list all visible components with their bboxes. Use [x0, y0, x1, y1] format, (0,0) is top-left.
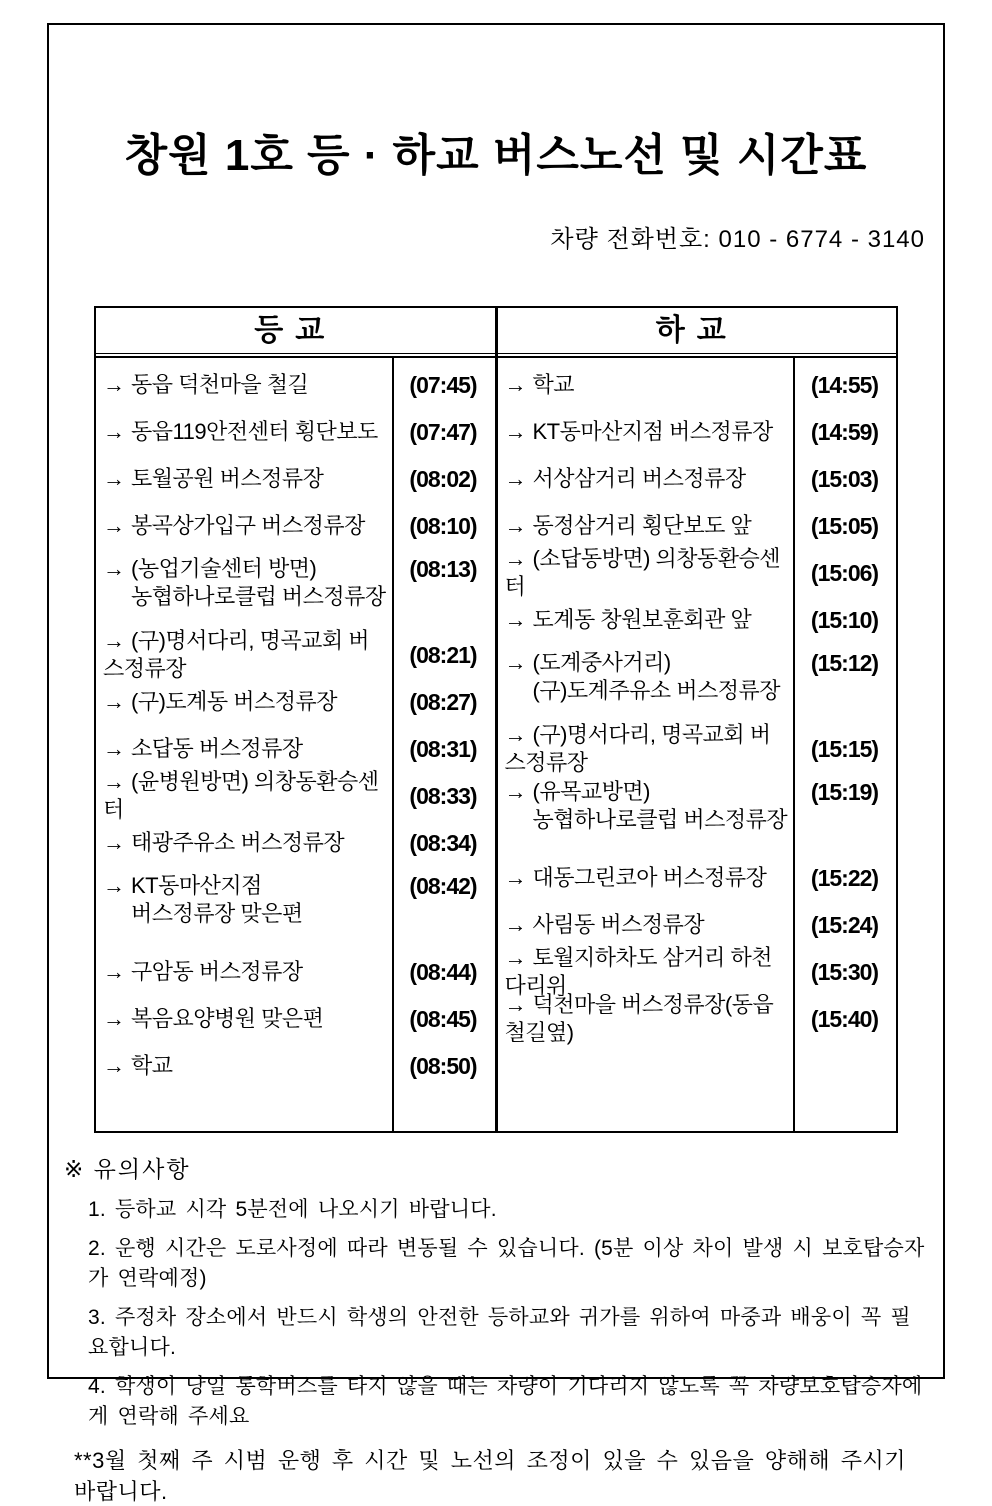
stop-name: → 봉곡상가입구 버스정류장: [103, 512, 365, 538]
arrow-icon: →: [504, 911, 526, 937]
notes-section: [49, 1151, 943, 1506]
stop-name: → 구암동 버스정류장: [103, 958, 303, 984]
from-school-body: [498, 358, 897, 1131]
stop-time: (08:50): [409, 1052, 477, 1079]
stop-time: (15:10): [810, 606, 879, 633]
stop-time: (15:12): [810, 650, 879, 676]
arrow-icon: →: [504, 779, 526, 804]
stop-time: (14:55): [810, 371, 879, 398]
stop-name-line2: 농협하나로클럽 버스정류장: [532, 807, 788, 832]
table-row: [498, 596, 897, 643]
table-row: [498, 408, 897, 455]
stop-time: (08:27): [409, 688, 477, 715]
stop-time: (15:05): [810, 512, 879, 539]
table-row: [96, 502, 495, 549]
stop-name-line2: 농협하나로클럽 버스정류장: [131, 584, 386, 609]
arrow-icon: →: [504, 512, 526, 538]
stop-time: (14:59): [810, 418, 879, 445]
table-row: [498, 991, 897, 1045]
note-item: 1. 등하교 시각 5분전에 나오시기 바랍니다.: [88, 1198, 497, 1221]
stop-name: → 학교: [504, 371, 575, 397]
arrow-icon: →: [103, 465, 125, 491]
stop-time: (08:02): [409, 465, 477, 492]
stop-time: (15:03): [810, 465, 879, 492]
arrow-icon: →: [504, 721, 526, 747]
stop-name: → 사림동 버스정류장: [504, 911, 705, 937]
stop-time: (15:06): [810, 559, 879, 586]
table-row: [96, 627, 495, 681]
stop-name: → (도계중사거리) (구)도계주유소 버스정류장: [498, 649, 794, 705]
stop-name: → 덕천마을 버스정류장(동읍철길옆): [504, 991, 774, 1045]
stop-name: → (윤병원방면) 의창동환승센터: [103, 768, 379, 822]
table-row: [498, 361, 897, 408]
stop-time: (07:45): [409, 371, 477, 398]
bus-timetable: [94, 306, 898, 1133]
table-row: [96, 408, 495, 455]
stop-time: (08:33): [409, 782, 477, 809]
table-row: [498, 545, 897, 599]
arrow-icon: →: [103, 958, 125, 984]
vehicle-phone-number: 차량 전화번호: 010 - 6774 - 3140: [550, 226, 925, 253]
stop-time: (15:24): [810, 911, 879, 938]
stop-time: (15:15): [810, 735, 879, 762]
to-school-table: [96, 308, 498, 1131]
arrow-icon: →: [103, 512, 125, 538]
arrow-icon: →: [103, 873, 125, 898]
stop-name: → 태광주유소 버스정류장: [103, 829, 345, 855]
stop-name: → (구)명서다리, 명곡교회 버스정류장: [504, 721, 771, 775]
arrow-icon: →: [504, 650, 526, 675]
stop-name: → 토월공원 버스정류장: [103, 465, 324, 491]
stop-name: → (구)명서다리, 명곡교회 버스정류장: [103, 627, 370, 681]
stop-time: (08:10): [409, 512, 477, 539]
stop-name: → (유목교방면) 농협하나로클럽 버스정류장: [504, 779, 788, 832]
stop-name: → 토월지하차도 삼거리 하천다리위: [504, 944, 772, 998]
page-border: [47, 23, 945, 1504]
stop-time: (07:47): [409, 418, 477, 445]
table-row: [498, 721, 897, 775]
table-row: [96, 819, 495, 866]
stop-name: → 소답동 버스정류장: [103, 735, 303, 761]
arrow-icon: →: [103, 556, 125, 581]
note-item: 2. 운행 시간은 도로사정에 따라 변동될 수 있습니다. (5분 이상 차이 발생 시 보호탑승자가 연락예정): [88, 1237, 925, 1290]
to-school-body: [96, 358, 495, 1131]
arrow-icon: →: [103, 688, 125, 714]
arrow-icon: →: [504, 606, 526, 632]
table-row: [498, 944, 897, 998]
arrow-icon: →: [103, 418, 125, 444]
note-item: 4. 학생이 당일 통학버스를 타지 않을 때는 차량이 기다리지 않도록 꼭 차량보호탑승자에게 연락해 주세요: [88, 1375, 923, 1428]
stop-name-line2: (구)도계주유소 버스정류장: [532, 678, 781, 703]
stop-name: → (농업기술센터 방면) 농협하나로클럽 버스정류장: [103, 556, 386, 609]
stop-time: (08:34): [409, 829, 477, 856]
stop-time: (08:31): [409, 735, 477, 762]
table-row: [498, 772, 897, 854]
stop-name: → 서상삼거리 버스정류장: [504, 465, 746, 491]
table-row: [96, 1042, 495, 1089]
page-title: 창원 1호 등 · 하교 버스노선 및 시간표: [124, 131, 868, 180]
arrow-icon: →: [103, 1005, 125, 1031]
table-row: [498, 901, 897, 948]
arrow-icon: →: [504, 991, 526, 1017]
table-row: [96, 549, 495, 631]
arrow-icon: →: [504, 944, 526, 970]
notes-title: ※ 유의사항: [64, 1156, 191, 1182]
table-row: [96, 995, 495, 1042]
stop-time: (08:44): [409, 958, 477, 985]
arrow-icon: →: [504, 864, 526, 890]
stop-name: → KT동마산지점 버스정류장: [504, 418, 773, 444]
stop-time: (15:19): [810, 779, 879, 805]
table-row: [96, 725, 495, 772]
table-row: [96, 678, 495, 725]
trial-run-footnote: **3월 첫째 주 시범 운행 후 시간 및 노선의 조정이 있을 수 있음을 양해해 주시기 바랍니다.: [74, 1448, 906, 1504]
stop-name: → (구)도계동 버스정류장: [103, 688, 338, 714]
stop-name: → KT동마산지점 버스정류장 맞은편: [96, 872, 392, 928]
arrow-icon: →: [103, 1052, 125, 1078]
stop-time: (15:40): [810, 1005, 879, 1032]
table-row: [498, 502, 897, 549]
table-row: [498, 455, 897, 502]
to-school-header: 등교: [96, 308, 495, 354]
stop-time: (15:30): [810, 958, 879, 985]
table-row: [96, 361, 495, 408]
table-row: [96, 455, 495, 502]
arrow-icon: →: [103, 829, 125, 855]
table-row: [96, 948, 495, 995]
table-row: [498, 643, 897, 725]
from-school-header: 하교: [498, 308, 897, 354]
stop-time: (15:22): [810, 864, 879, 891]
arrow-icon: →: [103, 735, 125, 761]
stop-time: (08:13): [409, 556, 477, 582]
arrow-icon: →: [504, 371, 526, 397]
arrow-icon: →: [504, 418, 526, 444]
stop-name: → 동읍 덕천마을 철길: [103, 371, 309, 397]
stop-name: → (소답동방면) 의창동환승센터: [504, 545, 781, 599]
stop-name: → 복음요양병원 맞은편: [103, 1005, 324, 1031]
table-row: [96, 768, 495, 822]
stop-time: (08:42): [409, 873, 477, 899]
note-item: 3. 주정차 장소에서 반드시 학생의 안전한 등하교와 귀가를 위하여 마중과 배웅이 꼭 필요합니다.: [88, 1306, 911, 1359]
stop-name: → 도계동 창원보훈회관 앞: [504, 606, 752, 632]
from-school-table: [498, 308, 897, 1131]
table-row: [498, 854, 897, 901]
arrow-icon: →: [504, 465, 526, 491]
stop-time: (08:21): [409, 641, 477, 668]
stop-name: → 동읍119안전센터 횡단보도: [103, 418, 378, 444]
stop-name-line2: 버스정류장 맞은편: [131, 901, 303, 926]
table-row: [96, 866, 495, 948]
arrow-icon: →: [103, 371, 125, 397]
stop-time: (08:45): [409, 1005, 477, 1032]
stop-name: → 학교: [103, 1052, 173, 1078]
stop-name: → 대동그린코아 버스정류장: [504, 864, 767, 890]
arrow-icon: →: [103, 768, 125, 794]
stop-name: → 동정삼거리 횡단보도 앞: [504, 512, 752, 538]
arrow-icon: →: [504, 545, 526, 571]
arrow-icon: →: [103, 627, 125, 653]
